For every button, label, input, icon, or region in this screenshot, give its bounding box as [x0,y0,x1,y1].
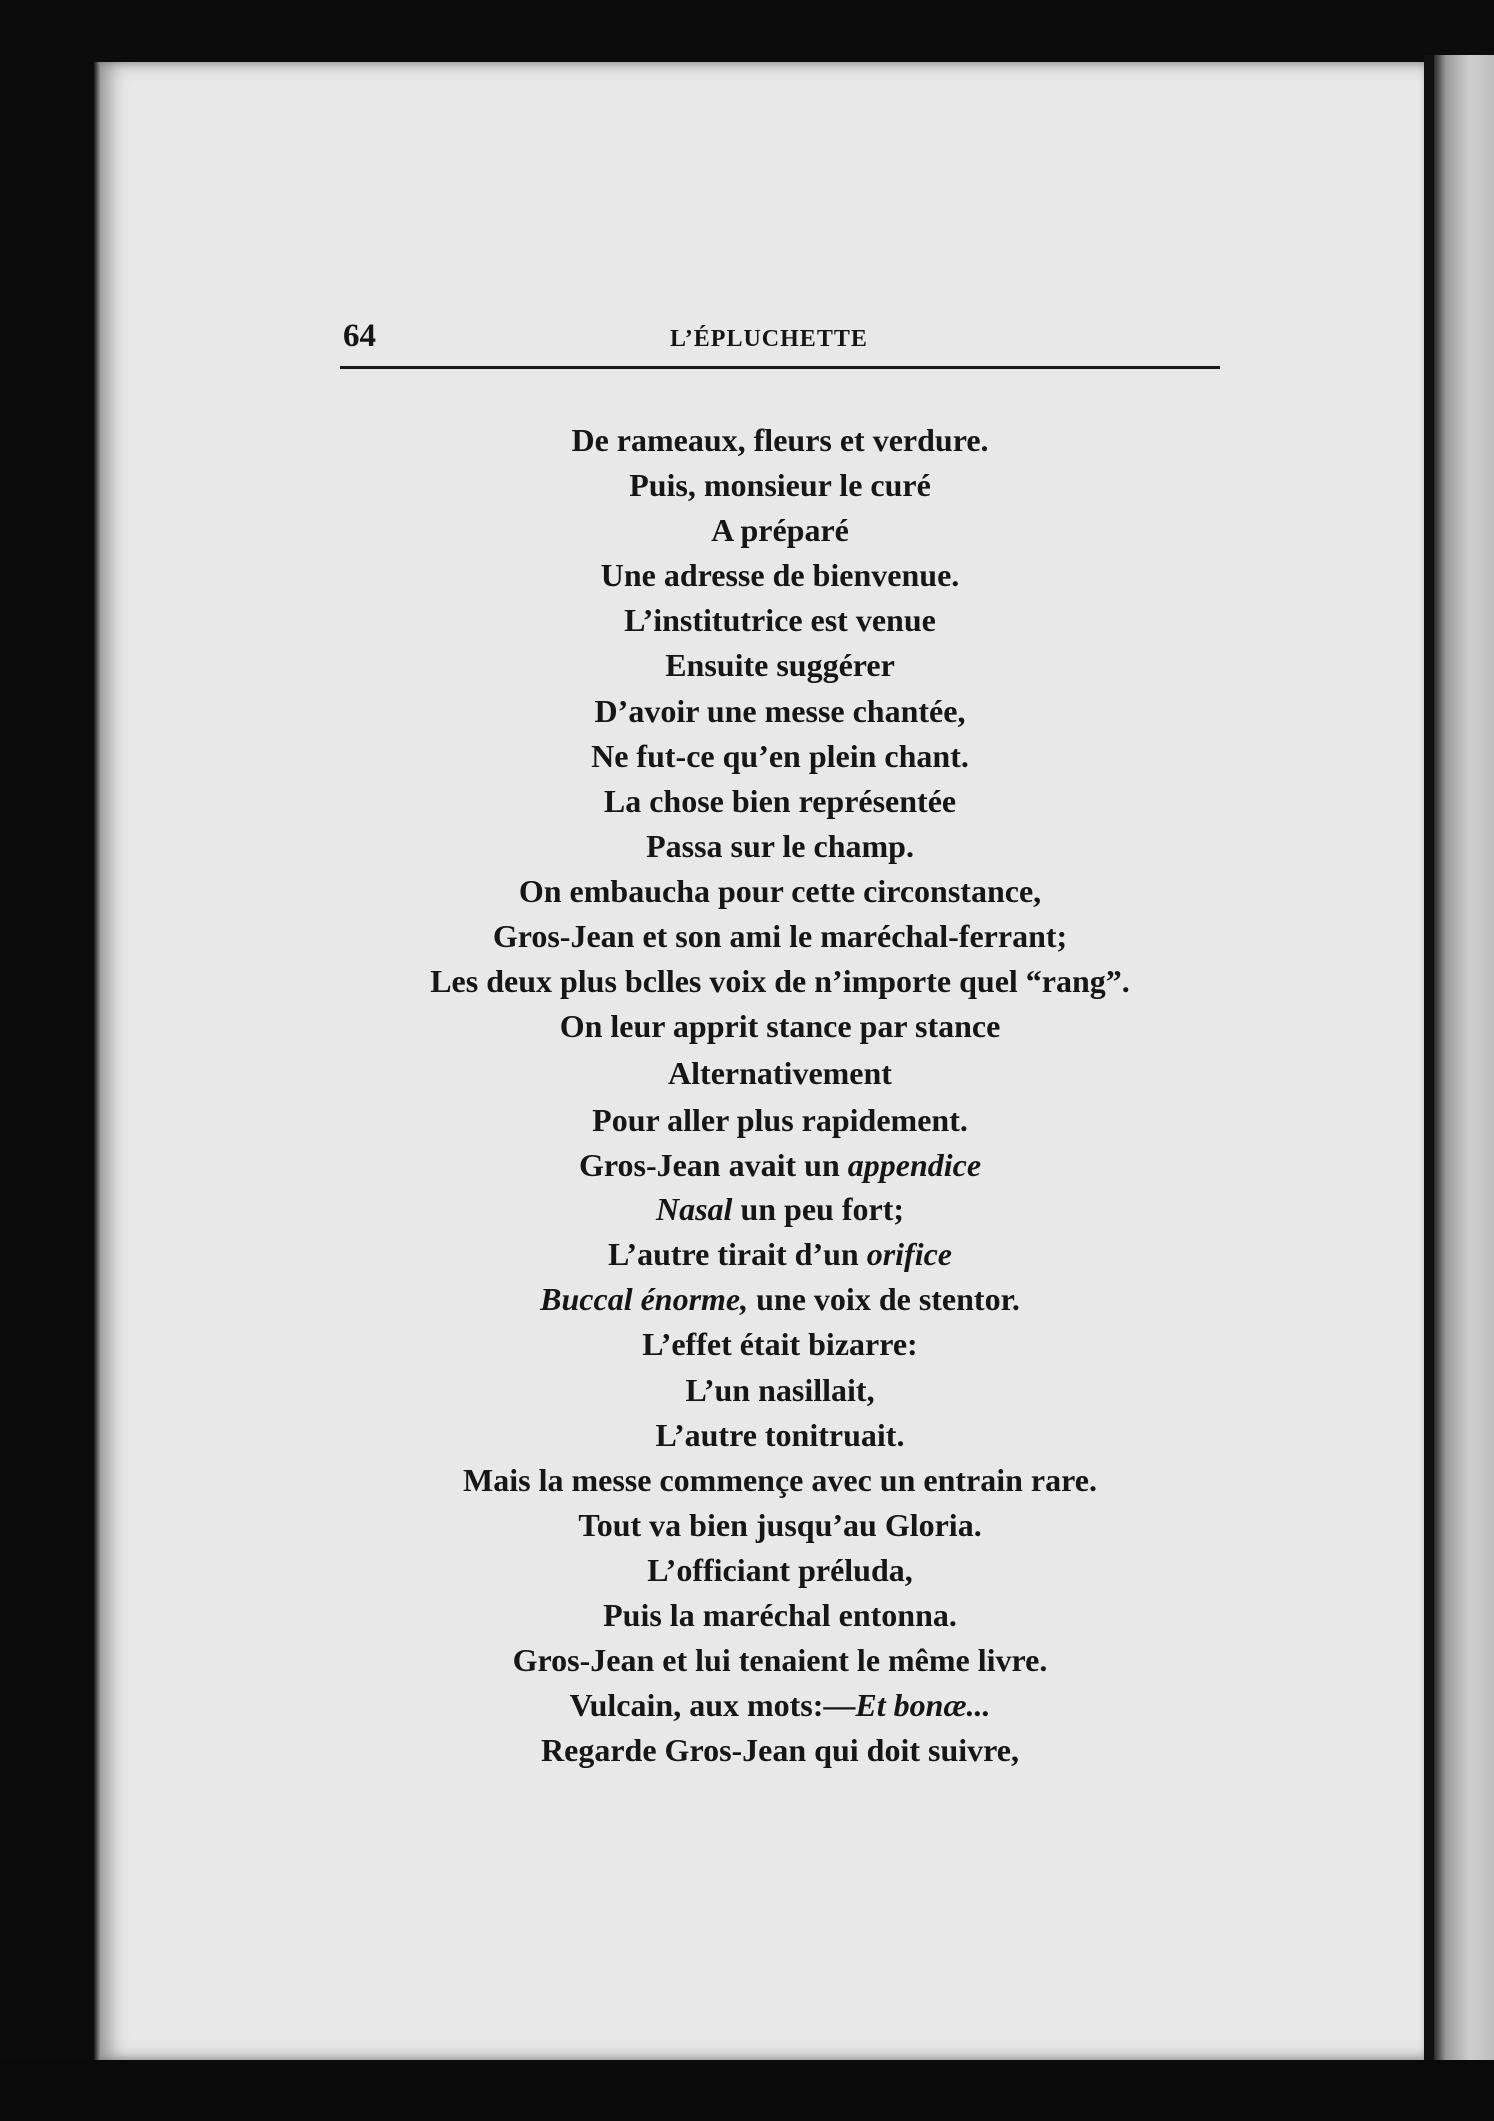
poem-line [340,1189,1220,1229]
line-text: L’officiant préluda, [647,1552,913,1588]
poem-line [340,1685,1220,1725]
poem-line [340,916,1220,956]
poem-line [340,1640,1220,1680]
header-rule [340,366,1220,369]
poem-line [340,1324,1220,1364]
page-number: 64 [343,318,376,354]
italic-text: orifice [866,1236,952,1272]
line-text: L’un nasillait, [685,1372,875,1408]
poem-line [340,1145,1220,1185]
line-text: Gros-Jean avait un [578,1147,848,1183]
line-text: une voix de stentor. [748,1281,1020,1317]
line-text: Gros-Jean et lui tenaient le même livre. [512,1642,1048,1678]
poem-line [340,1460,1220,1500]
poem-line [340,736,1220,776]
poem-line [340,645,1220,685]
poem-line [340,420,1220,460]
poem-line [340,781,1220,821]
poem-line [340,826,1220,866]
line-text: L’autre tirait d’un [608,1236,867,1272]
line-text: Vulcain, aux mots:— [569,1687,856,1723]
line-text: Pour aller plus rapidement. [592,1102,968,1138]
line-text: D’avoir une messe chantée, [594,693,966,729]
line-text: un peu fort; [732,1191,904,1227]
line-text: L’institutrice est venue [624,602,936,638]
line-text: Alternativement [668,1055,892,1091]
running-title: L’ÉPLUCHETTE [670,326,868,352]
poem-line [340,1415,1220,1455]
italic-text: Buccal énorme, [540,1281,749,1317]
line-text: Mais la messe commençe avec un entrain rare. [463,1462,1097,1498]
facing-page-edge [1434,55,1494,2065]
line-text: Puis, monsieur le curé [629,467,931,503]
poem-line [340,1370,1220,1410]
poem-line [340,871,1220,911]
line-text: Une adresse de bienvenue. [600,557,960,593]
line-text: Gros-Jean et son ami le maréchal-ferrant; [492,918,1068,954]
poem-line [340,1595,1220,1635]
line-text: Les deux plus bclles voix de n’importe quel “rang”. [430,963,1130,999]
line-text: On leur apprit stance par stance [559,1008,1001,1044]
poem-line [340,1550,1220,1590]
poem-line [340,1100,1220,1140]
scan-bottom-border [0,2060,1494,2121]
poem-line [340,1505,1220,1545]
line-text: On embaucha pour cette circonstance, [518,873,1042,909]
poem-line [340,961,1220,1001]
line-text: Puis la maréchal entonna. [603,1597,957,1633]
poem-line [340,1730,1220,1770]
line-text: Ensuite suggérer [665,647,895,683]
poem-line [340,1053,1220,1093]
running-header [340,312,1220,362]
italic-text: Et bonæ... [855,1687,991,1723]
line-text: Tout va bien jusqu’au Gloria. [578,1507,982,1543]
italic-text: Nasal [655,1191,733,1227]
poem-line [340,691,1220,731]
line-text: Regarde Gros-Jean qui doit suivre, [541,1732,1019,1768]
line-text: Ne fut-ce qu’en plein chant. [591,738,969,774]
line-text: L’effet était bizarre: [642,1326,918,1362]
line-text: L’autre tonitruait. [655,1417,905,1453]
poem-line [340,465,1220,505]
poem-line [340,1234,1220,1274]
line-text: De rameaux, fleurs et verdure. [571,422,989,458]
poem-line [340,600,1220,640]
poem-line [340,555,1220,595]
line-text: A préparé [711,512,849,548]
line-text: La chose bien représentée [603,783,957,819]
poem-line [340,510,1220,550]
poem-line [340,1006,1220,1046]
italic-text: appendice [847,1147,982,1183]
line-text: Passa sur le champ. [646,828,914,864]
poem-line [340,1279,1220,1319]
